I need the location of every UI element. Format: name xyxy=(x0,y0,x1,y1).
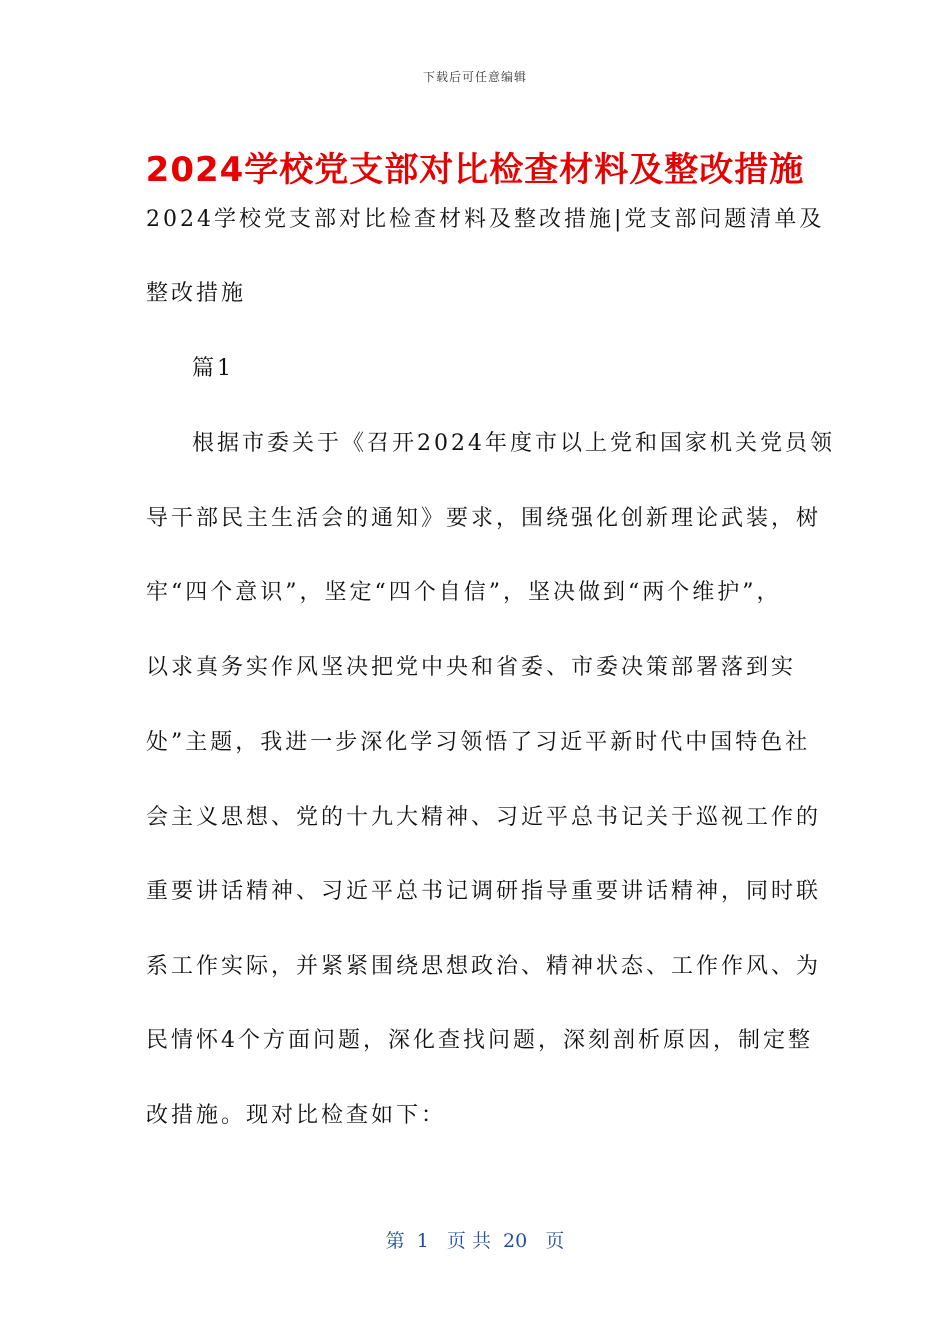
body-line: 牢“四个意识”，坚定“四个自信”，坚决做到“两个维护”， xyxy=(146,580,782,605)
header-note: 下载后可任意编辑 xyxy=(422,70,527,84)
subtitle-line-1: 2024学校党支部对比检查材料及整改措施|党支部问题清单及 xyxy=(146,207,825,232)
body-line: 根据市委关于《召开2024年度市以上党和国家机关党员领 xyxy=(192,431,835,456)
section-label: 篇1 xyxy=(192,356,234,381)
body-line: 会主义思想、党的十九大精神、习近平总书记关于巡视工作的 xyxy=(146,805,822,830)
body-line: 改措施。现对比检查如下： xyxy=(146,1103,447,1128)
subtitle-line-2: 整改措施 xyxy=(146,281,247,306)
document-title: 2024学校党支部对比检查材料及整改措施 xyxy=(145,150,805,190)
body-line: 以求真务实作风坚决把党中央和省委、市委决策部署落到实 xyxy=(146,655,797,680)
body-line: 导干部民主生活会的通知》要求，围绕强化创新理论武装，树 xyxy=(146,506,822,531)
body-line: 重要讲话精神、习近平总书记调研指导重要讲话精神，同时联 xyxy=(146,879,822,904)
page-number-footer: 第 1 页 共 20 页 xyxy=(385,1230,565,1252)
body-line: 系工作实际，并紧紧围绕思想政治、精神状态、工作作风、为 xyxy=(146,954,822,979)
body-line: 民情怀4个方面问题，深化查找问题，深刻剖析原因，制定整 xyxy=(146,1028,813,1053)
body-line: 处”主题，我进一步深化学习领悟了习近平新时代中国特色社 xyxy=(146,730,811,755)
